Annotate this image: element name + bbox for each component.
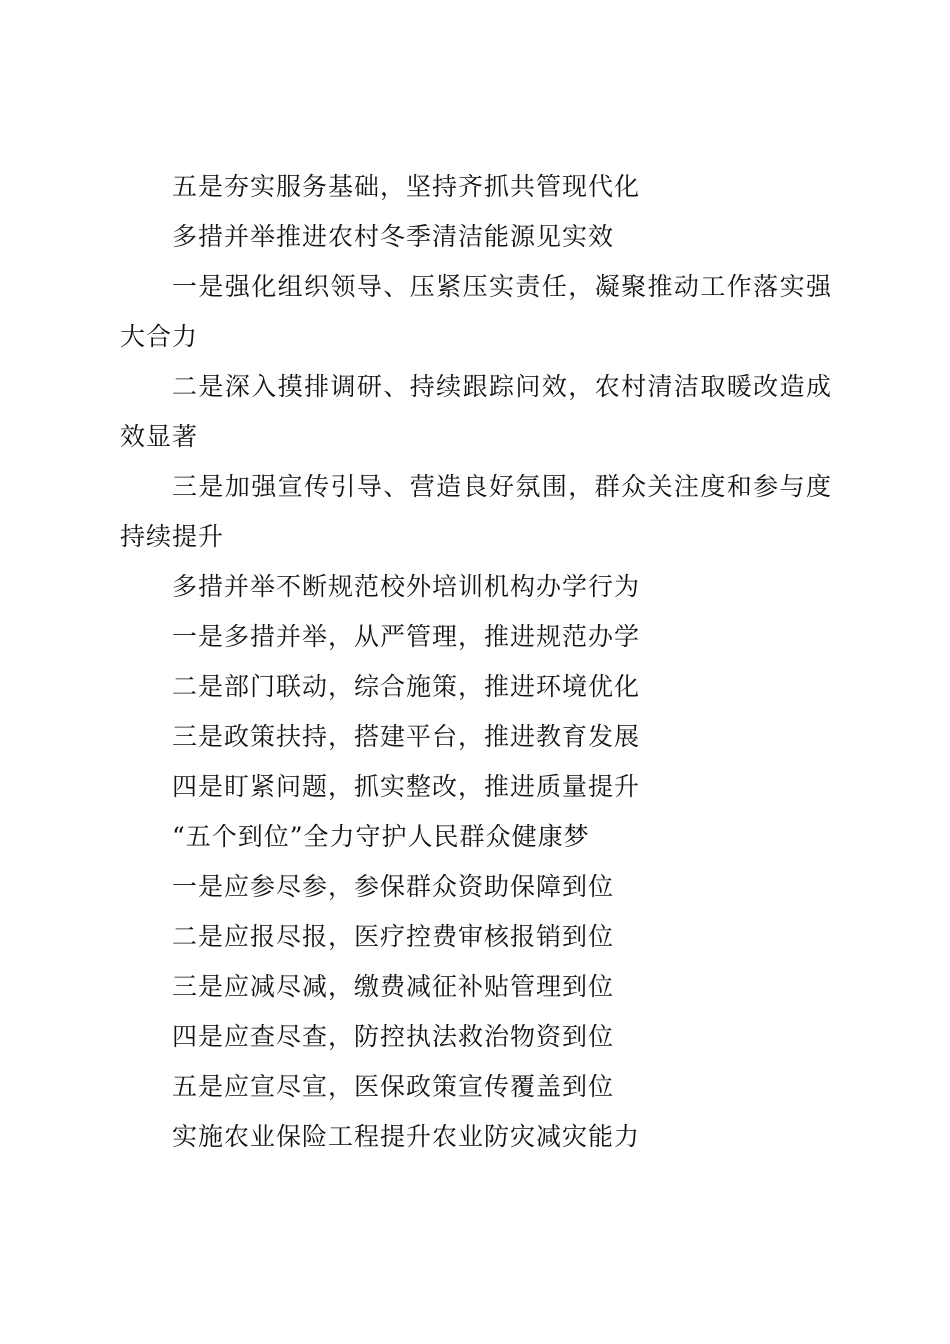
paragraph-1: 五是夯实服务基础，坚持齐抓共管现代化	[172, 172, 641, 201]
paragraph-4: 二是深入摸排调研、持续跟踪问效，农村清洁取暖改造成效显著	[120, 372, 832, 451]
paragraph-2: 多措并举推进农村冬季清洁能源见实效	[172, 222, 615, 251]
paragraph-7: 一是多措并举，从严管理，推进规范办学	[172, 622, 641, 651]
paragraph-11: “五个到位”全力守护人民群众健康梦	[172, 822, 590, 851]
paragraph-9: 三是政策扶持，搭建平台，推进教育发展	[172, 722, 641, 751]
paragraph-14: 三是应减尽减，缴费减征补贴管理到位	[172, 972, 615, 1001]
paragraph-3: 一是强化组织领导、压紧压实责任，凝聚推动工作落实强大合力	[120, 272, 832, 351]
paragraph-5: 三是加强宣传引导、营造良好氛围，群众关注度和参与度持续提升	[120, 472, 832, 551]
paragraph-6: 多措并举不断规范校外培训机构办学行为	[172, 572, 641, 601]
paragraph-17: 实施农业保险工程提升农业防灾减灾能力	[172, 1122, 641, 1151]
paragraph-12: 一是应参尽参，参保群众资助保障到位	[172, 872, 615, 901]
document-body	[120, 162, 832, 1162]
paragraph-10: 四是盯紧问题，抓实整改，推进质量提升	[172, 772, 641, 801]
paragraph-13: 二是应报尽报，医疗控费审核报销到位	[172, 922, 615, 951]
paragraph-15: 四是应查尽查，防控执法救治物资到位	[172, 1022, 615, 1051]
paragraph-16: 五是应宣尽宣，医保政策宣传覆盖到位	[172, 1072, 615, 1101]
paragraph-8: 二是部门联动，综合施策，推进环境优化	[172, 672, 641, 701]
